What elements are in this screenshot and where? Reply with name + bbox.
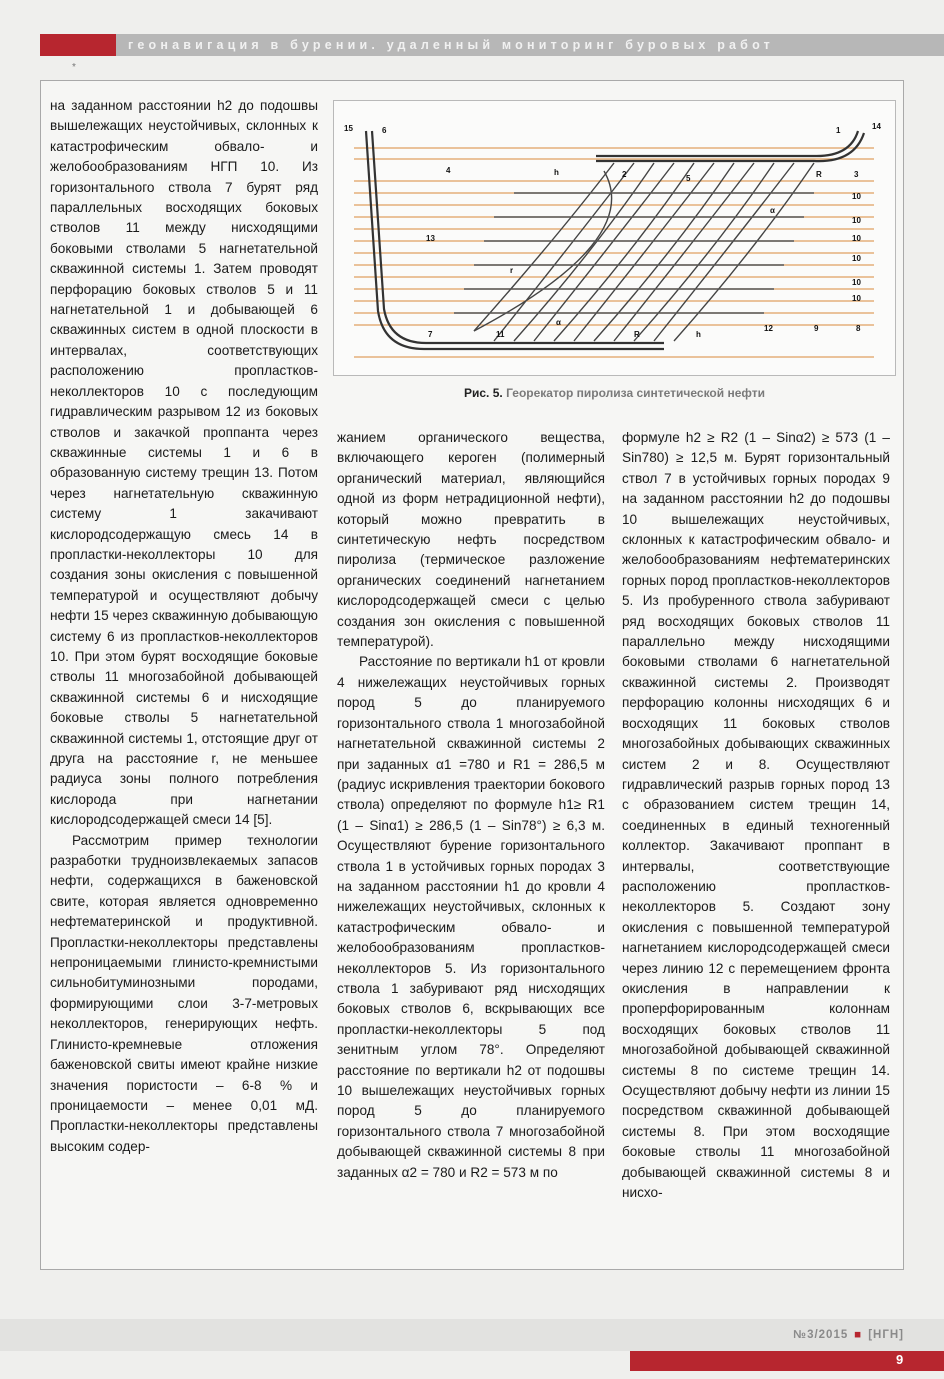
- lateral-branches: [474, 163, 814, 341]
- text-column-2: [337, 428, 605, 1183]
- figure-title: Георекатор пиролиза синтетической нефти: [506, 386, 765, 400]
- paragraph: Расстояние по вертикали h1 от кровли 4 нижележащих неустойчивых горных пород 5 до планируемого горизонтального ствола 1 многозабойной нагнетательной скважинной системы 2 при заданных α1 =780 и R1 = 286,5 м (радиус искривления траектории бокового ствола) определяют по формуле h1≥ R1 (1 – Sinα1) ≥ 286,5 (1 – Sin78°) ≥ 6,3 м. Осуществляют бурение горизонтального ствола 1 в устойчивых горных породах 3 на заданном расстоянии h1 до кровли 4 нижележащих неустойчивых, склонных к катастрофическим обвало- и желобообразованиям пропластков-неколлекторов 5. Из горизонтального ствола 1 забуривают ряд нисходящих боковых стволов 6, вскрывающих все пропластки-неколлекторы 5 под зенитным углом 78°. Определяют расстояние по вертикали h2 от подошвы 10 вышележащих неустойчивых горных пород 5 до планируемого горизонтального ствола 7 многозабойной добывающей скважинной системы 8 при заданных α2 = 780 и R2 = 573 м по: [337, 654, 605, 1180]
- label-5: 5: [686, 174, 691, 183]
- rock-strata: [354, 148, 874, 357]
- label-h2: h: [696, 330, 701, 339]
- label-14: 14: [872, 122, 881, 131]
- paragraph: на заданном расстоянии h2 до подошвы вышележащих неустойчивых, склонных к катастрофическим обвало- и желобообразованиям НГП 10. Из горизонтального ствола 7 бурят ряд параллельных восходящих боковых стволов 11 между нисходящими боковыми стволами 5 нагнетательной скважинной системы 1. Затем проводят перфорацию боковых стволов 5 и 11 нагнетательной 1 и добывающей 6 скважинных систем в одной плоскости в интервалах, соответствующих расположению пропластков-неколлекторов 10 с последующим гидравлическим разрывом 12 из боковых стволов и закачкой проппанта через скважинные системы 1 и 6 в образованную систему трещин 13. Потом через нагнетательную скважинную систему 1 закачивают кислородсодержащую смесь 14 в пропластки-неколлекторы 10 для создания зоны окисления с повышенной температурой и осуществляют добычу нефти 15 через скважинную добывающую систему 6 из пропластков-неколлекторов 10. При этом бурят восходящие боковые стволы 11 многозабойной добывающей скважинной системы 6 и нисходящие боковые стволы 5 нагнетательной скважинной системы 1, отстоящие друг от друга на расстояние r, не меньшее радиуса зоны полного потребления кислорода при нагнетании кислородсодержащей смеси 14 [5].: [50, 98, 318, 828]
- label-1: 1: [836, 126, 841, 135]
- label-11: 11: [496, 330, 505, 339]
- issue-number: №3/2015: [793, 1329, 849, 1341]
- label-9: 9: [814, 324, 819, 333]
- text-column-1: [50, 96, 318, 1157]
- figure-caption: [333, 386, 896, 400]
- paragraph: формуле h2 ≥ R2 (1 – Sinα2) ≥ 573 (1 – Sin780) ≥ 12,5 м. Бурят горизонтальный ствол 7 в устойчивых горных породах 9 на заданном расстоянии h2 до подошвы 10 вышележащих неустойчивых, склонных к катастрофическим обвало- и желобообразованиям нефтематеринских горных пород пропластков-неколлекторов 5. Из пробуренного ствола забуривают ряд восходящих боковых стволов 11 параллельно между нисходящими боковыми стволами 6 нагнетательной скважинной системы 2. Производят перфорацию колонны нисходящих 6 и восходящих 11 боковых стволов многозабойных добывающих скважинных систем 2 и 8. Осуществляют гидравлический разрыв горных пород 13 с образованием систем трещин 14, соединенных в единый техногенный коллектор. Закачивают проппант в интервалы, соответствующие расположению пропластков-неколлекторов 5. Создают зону окисления с повышенной температурой нагнетанием кислородсодержащей смеси через линию 12 с перемещением фронта окисления в направлении к проперфорированным колоннам восходящих боковых стволов 11 многозабойной добывающей скважинной системы 8 по системе трещин 14. Осуществляют добычу нефти из линии 15 посредством скважинной добывающей системы 8. При этом восходящие боковые стволы 11 многозабойной добывающей скважинной системы 8 и нисхо-: [622, 430, 890, 1201]
- label-8: 8: [856, 324, 861, 333]
- label-12: 12: [764, 324, 773, 333]
- injection-well: [596, 131, 864, 161]
- label-10-d: 10: [852, 254, 861, 263]
- separator-square: ■: [854, 1329, 863, 1341]
- label-10-e: 10: [852, 278, 861, 287]
- label-10-a: 10: [852, 192, 861, 201]
- label-4: 4: [446, 166, 451, 175]
- star-mark: *: [72, 62, 76, 73]
- label-R1: R: [816, 170, 822, 179]
- label-6: 6: [382, 126, 387, 135]
- label-15: 15: [344, 124, 353, 133]
- label-alpha1: α: [770, 206, 775, 215]
- production-well: [366, 131, 664, 349]
- label-2: 2: [622, 170, 627, 179]
- label-13: 13: [426, 234, 435, 243]
- figure-number: Рис. 5.: [464, 386, 503, 400]
- header-accent-block: [40, 34, 116, 56]
- running-header: геонавигация в бурении. удаленный мониторинг буровых работ: [128, 38, 774, 52]
- label-3: 3: [854, 170, 859, 179]
- label-r: r: [510, 266, 514, 275]
- label-R2: R: [634, 330, 640, 339]
- georeactor-diagram: [334, 101, 895, 375]
- figure-5: [333, 100, 896, 376]
- label-10-b: 10: [852, 216, 861, 225]
- journal-name: [НГН]: [868, 1329, 904, 1341]
- paragraph: жанием органического вещества, включающего кероген (полимерный органический материал, являющийся одной из форм нетрадиционной нефти), который можно превратить в синтетическую нефть посредством пиролиза (термическое разложение органических соединений нагнетанием кислородсодержащей смеси с целью создания зон окисления с повышенной температурой).: [337, 430, 605, 650]
- page-number: 9: [896, 1352, 904, 1367]
- label-10-f: 10: [852, 294, 861, 303]
- footer-info: [0, 1329, 904, 1341]
- paragraph: Рассмотрим пример технологии разработки трудноизвлекаемых запасов нефти, содержащихся в баженовской свите, которая является одновременно нефтематеринской и продуктивной. Пропластки-неколлекторы представлены непроницаемыми глинисто-кремнистыми сильнобитуминозными породами, формирующими слои 3-7-метровых неколлекторов, генерирующих нефть. Глинисто-кремневые отложения баженовской свиты имеют крайне низкие значения пористости – 6-8 % и проницаемости – менее 0,01 мД. Пропластки-неколлекторы представлены высоким содер-: [50, 832, 318, 1154]
- text-column-3: [622, 428, 890, 1203]
- label-7: 7: [428, 330, 433, 339]
- label-alpha2: α: [556, 318, 561, 327]
- label-10-c: 10: [852, 234, 861, 243]
- label-h1: h: [554, 168, 559, 177]
